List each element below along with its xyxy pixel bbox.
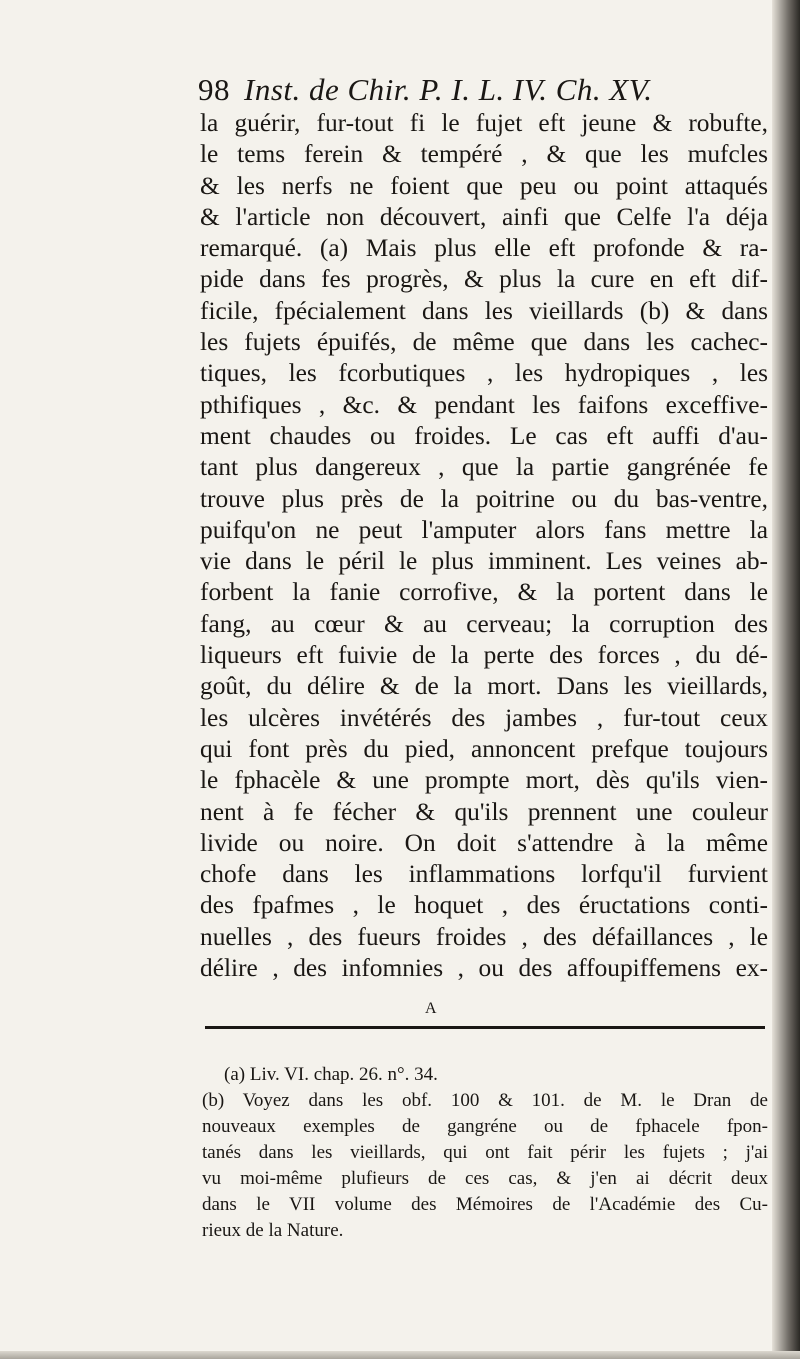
text-line: le fphacèle & une prompte mort, dès qu'ils vien- xyxy=(200,766,768,795)
page-header xyxy=(198,72,770,108)
text-line: trouve plus près de la poitrine ou du bas-ventre, xyxy=(200,484,768,513)
text-line: le tems ferein & tempéré , & que les mufcles xyxy=(200,140,768,169)
text-line: nent à fe fécher & qu'ils prennent une couleur xyxy=(200,797,768,826)
body-text xyxy=(200,108,768,984)
footnote-line: vu moi-même plufieurs de ces cas, & j'en ai décrit deux xyxy=(202,1168,768,1189)
footnote-line: tanés dans les vieillards, qui ont fait périr les fujets ; j'ai xyxy=(202,1142,768,1163)
text-line: liqueurs eft fuivie de la perte des forces , du dé- xyxy=(200,641,768,670)
footnote-line: (a) Liv. VI. chap. 26. n°. 34. xyxy=(224,1064,438,1085)
page-edge-shadow xyxy=(772,0,800,1359)
text-line: tiques, les fcorbutiques , les hydropiques , les xyxy=(200,359,768,388)
text-line: ment chaudes ou froides. Le cas eft auffi d'au- xyxy=(200,421,768,450)
text-line: les fujets épuifés, de même que dans les cachec- xyxy=(200,328,768,357)
page-number: 98 xyxy=(198,72,230,107)
text-line: & l'article non découvert, ainfi que Celfe l'a déja xyxy=(200,202,768,231)
footnote-rule xyxy=(205,1026,765,1029)
text-line: nuelles , des fueurs froides , des défaillances , le xyxy=(200,922,768,951)
footnote-line: dans le VII volume des Mémoires de l'Académie des Cu- xyxy=(202,1194,768,1215)
footnote-line: rieux de la Nature. xyxy=(202,1220,344,1241)
text-line: forbent la fanie corrofive, & la portent dans le xyxy=(200,578,768,607)
signature-mark: A xyxy=(425,1000,437,1017)
text-line: délire , des infomnies , ou des affoupiffemens ex- xyxy=(200,954,768,983)
text-line: pthifiques , &c. & pendant les faifons exceffive- xyxy=(200,390,768,419)
text-line: & les nerfs ne foient que peu ou point attaqués xyxy=(200,171,768,200)
text-line: tant plus dangereux , que la partie gangrénée fe xyxy=(200,453,768,482)
text-line: ficile, fpécialement dans les vieillards (b) & dans xyxy=(200,296,768,325)
text-line: vie dans le péril le plus imminent. Les veines ab- xyxy=(200,547,768,576)
text-line: des fpafmes , le hoquet , des éructations conti- xyxy=(200,891,768,920)
footnote-line: (b) Voyez dans les obf. 100 & 101. de M. le Dran de xyxy=(202,1090,768,1111)
running-title: Inst. de Chir. P. I. L. IV. Ch. XV. xyxy=(244,72,653,107)
text-line: goût, du délire & de la mort. Dans les vieillards, xyxy=(200,672,768,701)
text-line: pide dans fes progrès, & plus la cure en eft dif- xyxy=(200,265,768,294)
text-line: livide ou noire. On doit s'attendre à la même xyxy=(200,828,768,857)
text-line: chofe dans les inflammations lorfqu'il furvient xyxy=(200,860,768,889)
page-bottom-edge xyxy=(0,1351,800,1359)
text-line: les ulcères invétérés des jambes , fur-tout ceux xyxy=(200,703,768,732)
text-line: fang, au cœur & au cerveau; la corruption des xyxy=(200,609,768,638)
footnotes xyxy=(202,1062,768,1244)
bleed-through-text xyxy=(85,1034,89,1052)
footnote-line: nouveaux exemples de gangréne ou de fphacele fpon- xyxy=(202,1116,768,1137)
text-line: qui font près du pied, annoncent prefque toujours xyxy=(200,734,768,763)
text-line: puifqu'on ne peut l'amputer alors fans mettre la xyxy=(200,515,768,544)
text-line: remarqué. (a) Mais plus elle eft profonde & ra- xyxy=(200,234,768,263)
text-line: la guérir, fur-tout fi le fujet eft jeune & robufte, xyxy=(200,109,768,137)
